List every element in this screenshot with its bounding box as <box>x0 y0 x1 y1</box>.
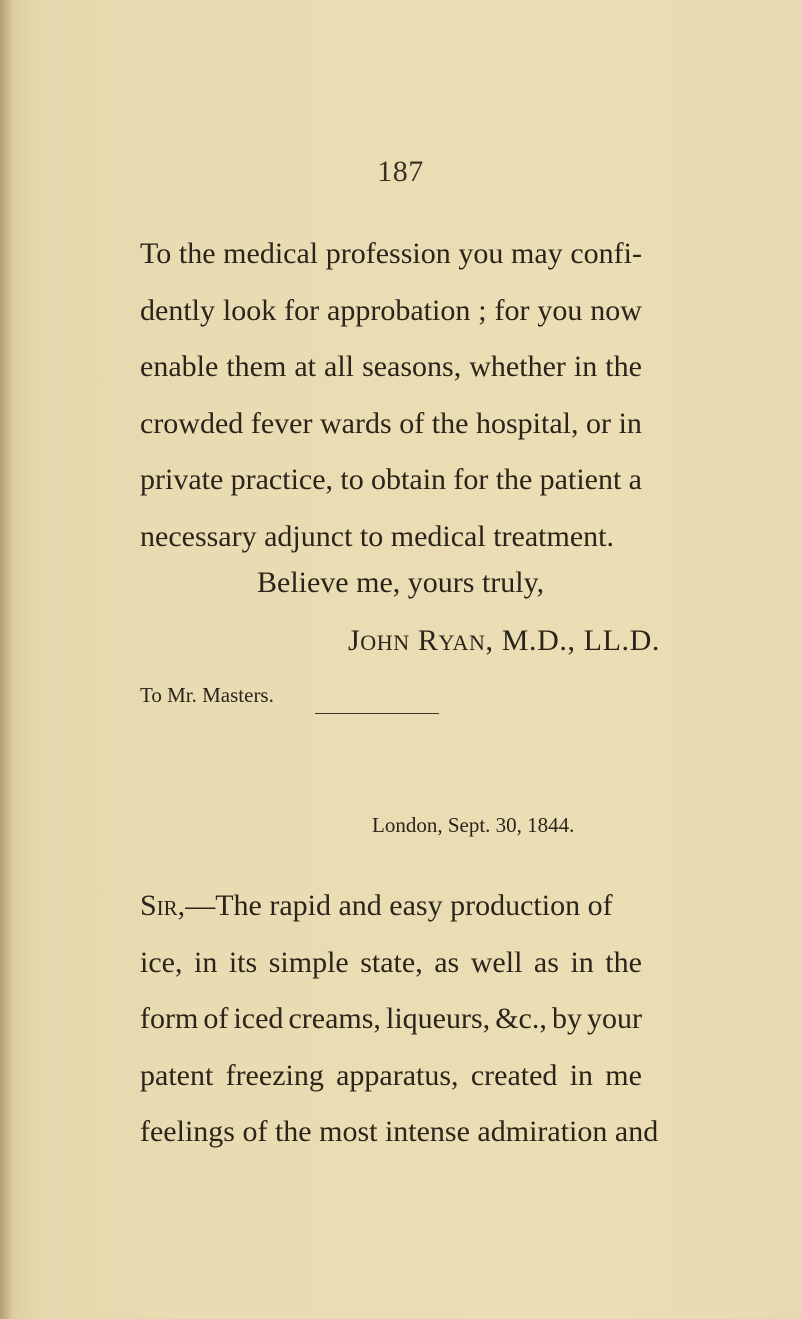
paragraph-line <box>140 452 642 509</box>
word: as <box>434 945 460 979</box>
word: at <box>294 350 316 383</box>
paragraph-line <box>140 991 642 1048</box>
binding-shadow <box>0 0 14 1319</box>
word: you <box>458 237 504 270</box>
word: wards <box>320 406 392 440</box>
word: in <box>193 945 218 979</box>
letter-dateline: London, Sept. 30, 1844. <box>372 813 575 837</box>
word: me <box>605 1058 642 1092</box>
word: approbation <box>327 293 471 327</box>
word: the <box>605 945 642 979</box>
word: freezing <box>225 1058 324 1092</box>
word: dently <box>140 293 215 327</box>
signature-last-initial: R <box>417 624 439 657</box>
paragraph-line <box>140 1048 642 1105</box>
word: ; <box>478 293 487 327</box>
word: now <box>590 293 642 327</box>
word: in <box>618 406 642 440</box>
paragraph-line <box>140 283 642 340</box>
word: practice, <box>230 463 334 496</box>
signature-last-rest: YAN <box>438 630 486 655</box>
word: you <box>537 293 583 327</box>
paragraph-line <box>140 878 642 935</box>
word: apparatus, <box>336 1058 459 1092</box>
word: to <box>340 463 364 496</box>
word: confi- <box>570 237 642 270</box>
page-number: 187 <box>377 155 424 188</box>
word: private <box>140 463 224 496</box>
word: state, <box>360 945 423 979</box>
word: crowded <box>140 406 244 440</box>
word: the <box>605 350 642 383</box>
word: To <box>140 237 172 270</box>
letter-addressee: To Mr. Masters. <box>140 683 274 707</box>
word: look <box>222 293 277 327</box>
word: liqueurs, <box>386 1002 491 1035</box>
word: in <box>573 350 598 383</box>
word: for <box>494 293 530 327</box>
word: the <box>495 463 533 496</box>
word: ice, <box>140 945 183 979</box>
word: by <box>551 1002 582 1035</box>
letter-paragraph <box>140 878 659 1161</box>
word: simple <box>268 945 349 979</box>
letter-signature <box>348 624 660 658</box>
paragraph-line <box>140 396 642 453</box>
letter-paragraph <box>140 226 642 565</box>
word: for <box>453 463 489 496</box>
word: medical <box>223 237 319 270</box>
word: obtain <box>371 463 447 496</box>
word: fever <box>250 406 313 440</box>
paragraph-line <box>140 935 642 992</box>
word: all <box>324 350 355 383</box>
word: profession <box>325 237 451 270</box>
word: enable <box>140 350 219 383</box>
word: its <box>228 945 258 979</box>
word: of <box>203 1002 229 1035</box>
word: whether <box>469 350 566 383</box>
word: the <box>178 237 216 270</box>
word: created <box>470 1058 558 1092</box>
paragraph-line-text: —The rapid and easy production of <box>185 889 613 922</box>
word: as <box>533 945 559 979</box>
paragraph-line <box>140 226 642 283</box>
word: &c., <box>495 1002 547 1035</box>
word: a <box>628 463 642 496</box>
paragraph-line <box>140 339 642 396</box>
word: creams, <box>288 1002 381 1035</box>
word: seasons, <box>362 350 462 383</box>
word: for <box>284 293 320 327</box>
word: may <box>511 237 563 270</box>
word: well <box>470 945 523 979</box>
paragraph-line: feelings of the most intense admiration and <box>140 1115 659 1148</box>
word: form <box>140 1002 199 1035</box>
word: iced <box>233 1002 284 1035</box>
word: the <box>431 406 469 440</box>
word: hospital, <box>475 406 579 440</box>
signature-first-rest: OHN <box>360 630 410 655</box>
word: in <box>570 945 594 979</box>
paragraph-line: necessary adjunct to medical treatment. <box>140 519 614 553</box>
word: patent <box>140 1058 214 1092</box>
word: of <box>399 406 425 440</box>
section-divider <box>315 713 439 714</box>
signature-credentials: , M.D., LL.D. <box>485 624 660 657</box>
signature-first-initial: J <box>348 624 361 657</box>
word: or <box>586 406 612 440</box>
word: in <box>569 1058 594 1092</box>
letter-closing: Believe me, yours truly, <box>257 566 545 599</box>
salutation: Sir, <box>140 889 186 922</box>
word: patient <box>539 463 622 496</box>
word: your <box>587 1002 642 1035</box>
word: them <box>226 350 287 383</box>
